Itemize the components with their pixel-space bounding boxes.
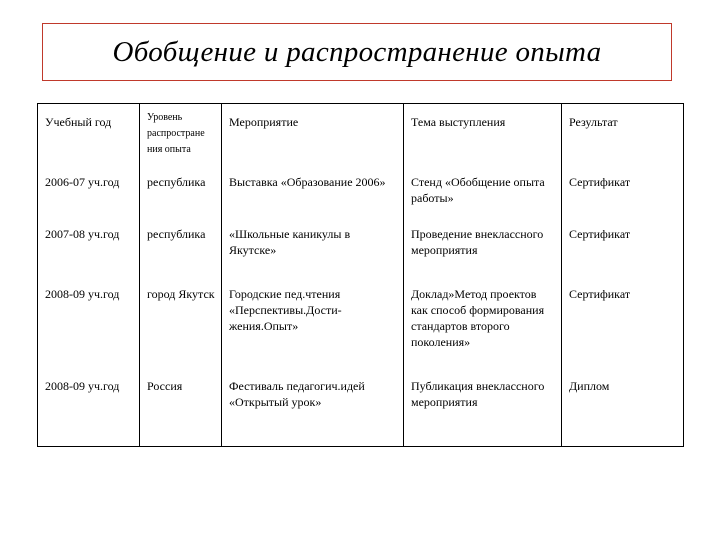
table-cell: Сертификат bbox=[562, 280, 684, 372]
table-cell: Диплом bbox=[562, 372, 684, 447]
table-cell: Проведение внеклассного мероприятия bbox=[404, 220, 562, 280]
header-cell-year: Учебный год bbox=[45, 115, 112, 129]
table-cell: Сертификат bbox=[562, 220, 684, 280]
table-cell: Доклад»Метод проектов как способ формирования стандартов второго поколения» bbox=[404, 280, 562, 372]
header-cell-topic: Тема выступления bbox=[404, 104, 562, 169]
page-title: Обобщение и распространение опыта bbox=[112, 35, 602, 68]
table-cell: 2007-08 уч.год bbox=[45, 227, 120, 241]
table-cell: Сертификат bbox=[562, 168, 684, 220]
table-cell: 2008-09 уч.год bbox=[45, 379, 120, 393]
table-cell: Городские пед.чтения «Перспективы.Дости-жения.Опыт» bbox=[222, 280, 404, 372]
table-cell: Выставка «Образование 2006» bbox=[222, 168, 404, 220]
table-cell: Россия bbox=[140, 372, 222, 447]
header-cell-event: Мероприятие bbox=[222, 104, 404, 169]
table-row bbox=[38, 280, 684, 372]
table-cell: Публикация внеклассного мероприятия bbox=[404, 372, 562, 447]
header-cell-result: Результат bbox=[562, 104, 684, 169]
header-cell-level: Уровень распростране ния опыта bbox=[140, 104, 222, 169]
table-cell: 2006-07 уч.год bbox=[45, 175, 120, 189]
table-cell: 2008-09 уч.год bbox=[45, 287, 120, 301]
table-cell: Фестиваль педагогич.идей «Открытый урок» bbox=[222, 372, 404, 447]
table-cell: республика bbox=[140, 220, 222, 280]
experience-table bbox=[37, 103, 684, 447]
table-cell: республика bbox=[140, 168, 222, 220]
title-box bbox=[42, 23, 672, 81]
table-row bbox=[38, 220, 684, 280]
table-cell: Стенд «Обобщение опыта работы» bbox=[404, 168, 562, 220]
table-header-row bbox=[38, 104, 684, 169]
table-row bbox=[38, 168, 684, 220]
table-cell: город Якутск bbox=[140, 280, 222, 372]
table-row bbox=[38, 372, 684, 447]
table-cell: «Школьные каникулы в Якутске» bbox=[222, 220, 404, 280]
